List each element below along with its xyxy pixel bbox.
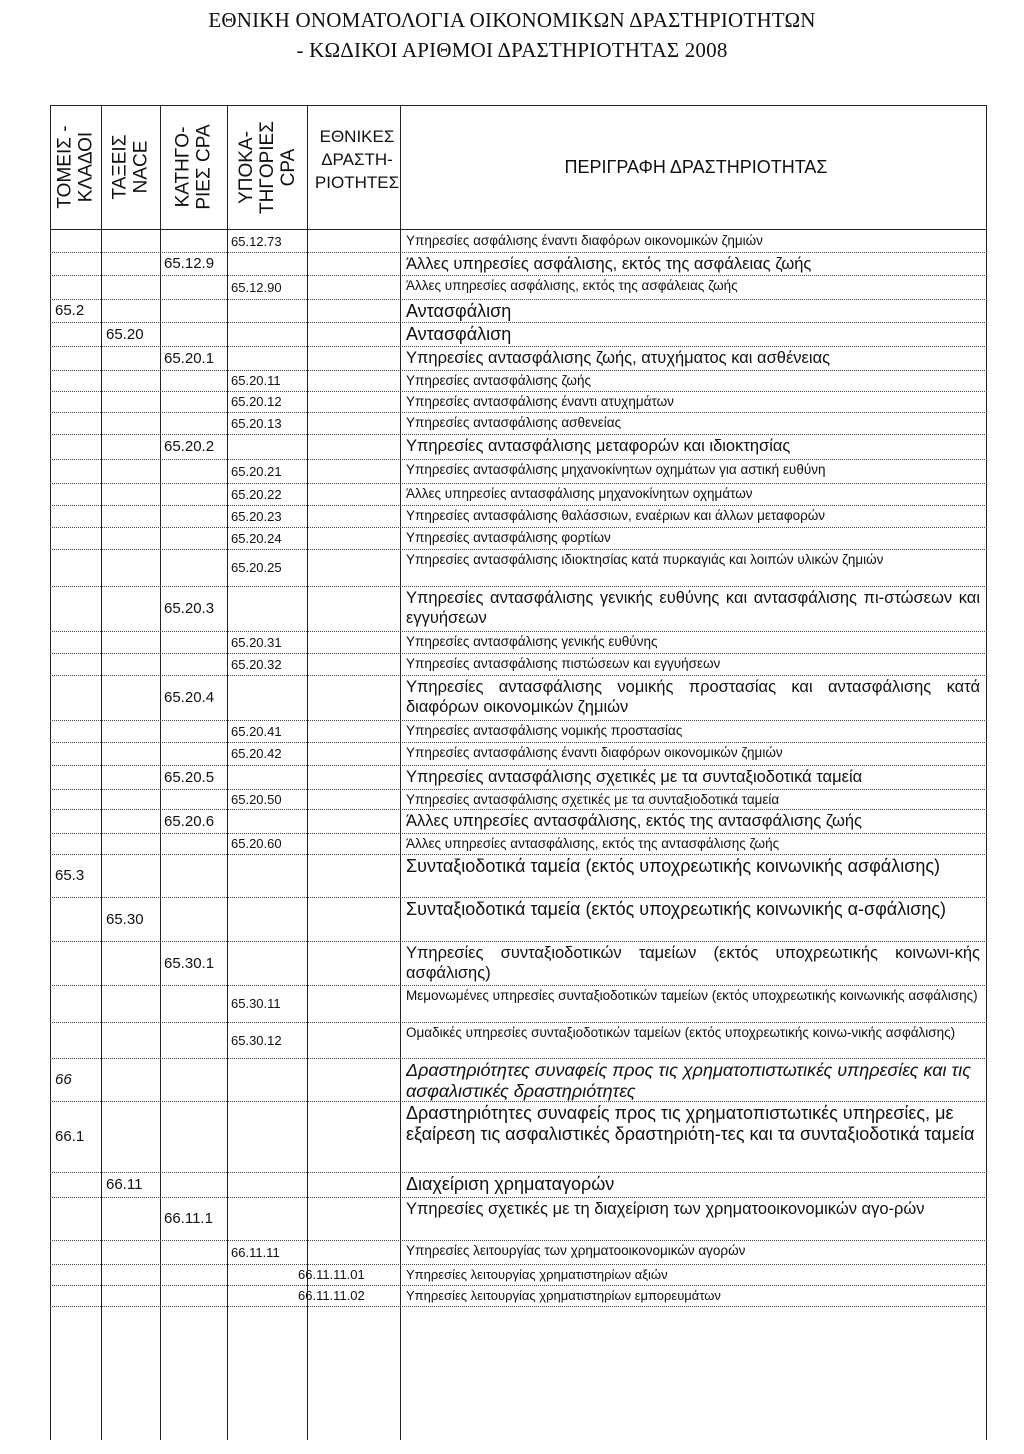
activity-description: Συνταξιοδοτικά ταμεία (εκτός υποχρεωτικής κοινωνικής ασφάλισης) (406, 856, 941, 876)
activity-description: Διαχείριση χρηματαγορών (406, 1174, 615, 1194)
activity-code: 65.20.4 (164, 689, 215, 706)
header-national-activities: ΕΘΝΙΚΕΣ ΔΡΑΣΤΗ- ΡΙΟΤΗΤΕΣ (314, 127, 400, 192)
activity-description: Υπηρεσίες αντασφάλισης νομικής προστασίας (406, 723, 683, 738)
row-divider (50, 505, 987, 506)
activity-code: 65.30.1 (164, 955, 215, 972)
row-divider (50, 833, 987, 834)
document-subtitle: - ΚΩΔΙΚΟΙ ΑΡΙΘΜΟΙ ΔΡΑΣΤΗΡΙΟΤΗΤΑΣ 2008 (296, 38, 728, 62)
row-divider (50, 370, 987, 371)
row-divider (50, 809, 987, 810)
activity-code: 66.11 (106, 1176, 143, 1193)
activity-description: Υπηρεσίες αντασφάλισης φορτίων (406, 530, 611, 545)
row-divider (50, 434, 987, 435)
row-divider (50, 789, 987, 790)
activity-code: 65.3 (55, 867, 85, 884)
header-classes-nace: ΤΑΞΕΙΣ NACE (109, 134, 152, 200)
activity-code: 66.11.1 (164, 1210, 213, 1227)
row-divider (50, 549, 987, 550)
row-divider (50, 299, 987, 300)
header-bottom-border (50, 229, 987, 230)
activity-code: 66.1 (55, 1128, 85, 1145)
activity-description: Υπηρεσίες αντασφάλισης σχετικές με τα συνταξιοδοτικά ταμεία (406, 792, 780, 807)
activity-description: Αντασφάλιση (406, 301, 512, 321)
activity-code: 66.11.11.01 (298, 1267, 365, 1282)
row-divider (50, 346, 987, 347)
activity-code: 65.20.22 (231, 487, 282, 502)
activity-description: Δραστηριότητες συναφείς προς τις χρηματοπιστωτικές υπηρεσίες, με εξαίρεση τις ασφαλιστικές δραστηριότη-τες και τα συνταξιοδοτικά ταμεία (406, 1103, 975, 1144)
activity-description: Άλλες υπηρεσίες ασφάλισης, εκτός της ασφάλειας ζωής (406, 278, 738, 293)
table-top-border (50, 105, 987, 106)
activity-description: Υπηρεσίες λειτουργίας χρηματιστηρίων αξιών (406, 1267, 668, 1282)
activity-description: Υπηρεσίες αντασφάλισης θαλάσσιων, εναέριων και άλλων μεταφορών (406, 508, 826, 523)
row-divider (50, 391, 987, 392)
activity-description: Υπηρεσίες αντασφάλισης ζωής (406, 373, 591, 388)
activity-description: Άλλες υπηρεσίες ασφάλισης, εκτός της ασφάλειας ζωής (406, 255, 812, 273)
row-divider (50, 275, 987, 276)
header-subcategories-cpa: ΥΠΟΚΑ- ΤΗΓΟΡΙΕΣ CPA (235, 120, 299, 214)
activity-description: Υπηρεσίες αντασφάλισης γενικής ευθύνης (406, 634, 658, 649)
activity-code: 65.20.25 (231, 560, 282, 575)
row-divider (50, 1306, 987, 1307)
row-divider (50, 653, 987, 654)
activity-code: 65.20.5 (164, 769, 215, 786)
activity-description: Δραστηριότητες συναφείς προς τις χρηματοπιστωτικές υπηρεσίες και τις ασφαλιστικές δραστηριότητες (406, 1060, 971, 1101)
activity-code: 65.20.6 (164, 813, 215, 830)
activity-description: Υπηρεσίες αντασφάλισης μεταφορών και ιδιοκτησίας (406, 437, 791, 455)
activity-description: Άλλες υπηρεσίες αντασφάλισης μηχανοκίνητων οχημάτων (406, 486, 753, 501)
activity-description: Ομαδικές υπηρεσίες συνταξιοδοτικών ταμείων (εκτός υποχρεωτικής κοινω-νικής ασφάλισης) (406, 1025, 956, 1040)
activity-code: 65.20.12 (231, 394, 282, 409)
row-divider (50, 1197, 987, 1198)
activity-description: Υπηρεσίες λειτουργίας των χρηματοοικονομικών αγορών (406, 1243, 746, 1258)
activity-code: 65.20.50 (231, 792, 282, 807)
row-divider (50, 1264, 987, 1265)
activity-description: Υπηρεσίες αντασφάλισης ασθενείας (406, 415, 622, 430)
activity-description: Υπηρεσίες ασφάλισης έναντι διαφόρων οικονομικών ζημιών (406, 233, 763, 248)
row-divider (50, 675, 987, 676)
activity-description: Υπηρεσίες αντασφάλισης ζωής, ατυχήματος και ασθένειας (406, 349, 831, 367)
row-divider (50, 1022, 987, 1023)
activity-description: Υπηρεσίες σχετικές με τη διαχείριση των χρηματοοικονομικών αγο-ρών (406, 1200, 925, 1218)
activity-code: 65.20.24 (231, 531, 282, 546)
activity-description: Υπηρεσίες αντασφάλισης σχετικές με τα συνταξιοδοτικά ταμεία (406, 768, 863, 786)
row-divider (50, 527, 987, 528)
header-sectors: ΤΟΜΕΙΣ - ΚΛΑΔΟΙ (54, 125, 97, 209)
row-divider (50, 1240, 987, 1241)
activity-description: Υπηρεσίες συνταξιοδοτικών ταμείων (εκτός υποχρεωτικής κοινωνι-κής ασφάλισης) (406, 944, 980, 982)
activity-code: 65.12.73 (231, 234, 282, 249)
activity-code: 66.11.11.02 (298, 1288, 365, 1303)
activity-code: 65.20.31 (231, 635, 282, 650)
activity-description: Άλλες υπηρεσίες αντασφάλισης, εκτός της αντασφάλισης ζωής (406, 836, 780, 851)
activity-code: 65.30.11 (231, 996, 281, 1011)
activity-code: 65.20.2 (164, 438, 215, 455)
activity-description: Υπηρεσίες αντασφάλισης πιστώσεων και εγγυήσεων (406, 656, 721, 671)
document-title: ΕΘΝΙΚΗ ΟΝΟΜΑΤΟΛΟΓΙΑ ΟΙΚΟΝΟΜΙΚΩΝ ΔΡΑΣΤΗΡΙΟΤΗΤΩΝ (208, 8, 816, 32)
row-divider (50, 1058, 987, 1059)
activity-code: 65.20.13 (231, 416, 282, 431)
activity-description: Υπηρεσίες αντασφάλισης μηχανοκίνητων οχημάτων για αστική ευθύνη (406, 462, 826, 477)
row-divider (50, 897, 987, 898)
activity-description: Υπηρεσίες λειτουργίας χρηματιστηρίων εμπορευμάτων (406, 1288, 721, 1303)
activity-description: Συνταξιοδοτικά ταμεία (εκτός υποχρεωτικής κοινωνικής α-σφάλισης) (406, 899, 946, 919)
row-divider (50, 1172, 987, 1173)
row-divider (50, 483, 987, 484)
activity-code: 65.2 (55, 302, 85, 319)
row-divider (50, 985, 987, 986)
activity-code: 65.20.21 (231, 464, 282, 479)
activity-code: 65.20.41 (231, 724, 282, 739)
activity-description: Υπηρεσίες αντασφάλισης γενικής ευθύνης και αντασφάλισης πι-στώσεων και εγγυήσεων (406, 589, 980, 627)
row-divider (50, 765, 987, 766)
activity-code: 66 (55, 1071, 72, 1088)
activity-code: 65.30 (106, 911, 144, 928)
row-divider (50, 631, 987, 632)
activity-code: 65.12.90 (231, 280, 282, 295)
row-divider (50, 720, 987, 721)
header-activity-description: ΠΕΡΙΓΡΑΦΗ ΔΡΑΣΤΗΡΙΟΤΗΤΑΣ (564, 157, 828, 177)
activity-code: 65.20 (106, 326, 144, 343)
activity-description: Υπηρεσίες αντασφάλισης έναντι διαφόρων οικονομικών ζημιών (406, 745, 783, 760)
activity-code: 65.20.3 (164, 600, 215, 617)
activity-code: 65.12.9 (164, 255, 215, 272)
activity-description: Υπηρεσίες αντασφάλισης ιδιοκτησίας κατά πυρκαγιάς και λοιπών υλικών ζημιών (406, 552, 884, 567)
row-divider (50, 252, 987, 253)
activity-code: 65.20.11 (231, 373, 281, 388)
activity-description: Αντασφάλιση (406, 324, 512, 344)
activity-code: 65.20.1 (164, 350, 215, 367)
row-divider (50, 459, 987, 460)
activity-description: Μεμονωμένες υπηρεσίες συνταξιοδοτικών ταμείων (εκτός υποχρεωτικής κοινωνικής ασφάλισης) (406, 988, 978, 1003)
activity-description: Υπηρεσίες αντασφάλισης έναντι ατυχημάτων (406, 394, 674, 409)
activity-description: Υπηρεσίες αντασφάλισης νομικής προστασίας και αντασφάλισης κατά διαφόρων οικονομικών ζημιών (406, 678, 980, 716)
row-divider (50, 854, 987, 855)
row-divider (50, 1101, 987, 1102)
row-divider (50, 322, 987, 323)
activity-code: 65.20.32 (231, 657, 282, 672)
row-divider (50, 586, 987, 587)
row-divider (50, 742, 987, 743)
row-divider (50, 1285, 987, 1286)
row-divider (50, 941, 987, 942)
activity-code: 65.20.60 (231, 836, 282, 851)
activity-code: 65.30.12 (231, 1033, 282, 1048)
header-categories-cpa: ΚΑΤΗΓΟ- ΡΙΕΣ CPA (172, 124, 215, 210)
activity-code: 66.11.11 (231, 1245, 280, 1260)
activity-code: 65.20.23 (231, 509, 282, 524)
activity-description: Άλλες υπηρεσίες αντασφάλισης, εκτός της αντασφάλισης ζωής (406, 812, 862, 830)
activity-codes-table (50, 105, 987, 1440)
activity-code: 65.20.42 (231, 746, 282, 761)
row-divider (50, 412, 987, 413)
